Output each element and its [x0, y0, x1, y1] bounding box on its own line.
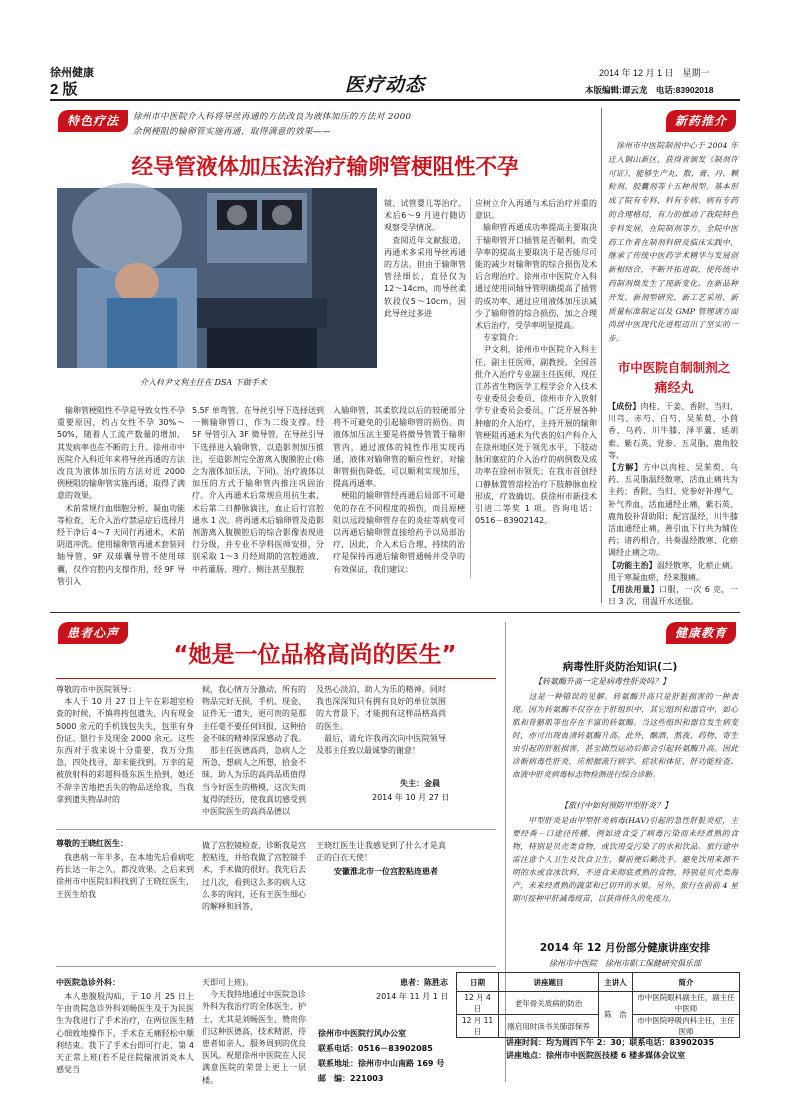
lecture-date: 12 月 4 日 — [457, 992, 499, 1015]
feature-lead: 徐州市中医院介入科将导丝再通的方法改良为液体加压的方法对 2000 余例梗阻的输卵管实施再通，取得满意的效果—— — [133, 112, 412, 137]
lecture-subtitle: 徐州市中医院 徐州市职工保健研究俱乐部 — [549, 959, 701, 968]
letter1-signature: 失主：金晨 — [400, 779, 440, 788]
letter1-date: 2014 年 10 月 27 日 — [372, 793, 450, 802]
letter1-col3: 及热心淡泊、助人为乐的精神。同时我也深深知只有拥有良好的单位氛围的大背景下，才能拥有这样品格高尚的医生。 最后，请允许我再次向中医院领导及那主任致以最诚挚的谢意！ — [316, 685, 446, 756]
editor-line: 本版编辑:谭云龙 电话:83902018 — [585, 85, 714, 95]
lecture-speaker: 陈 浩 — [599, 992, 633, 1038]
tag-feature-text: 特色疗法 — [66, 114, 119, 128]
tag-sidebar-text: 新药推介 — [674, 114, 727, 128]
table-row — [457, 992, 740, 1015]
tag-voice-text: 患者心声 — [66, 626, 119, 640]
lecture-table-wrap — [456, 972, 740, 1038]
lecture-time: 讲座时间：均为周四下午 2：30；联系电话：83902035 — [506, 1038, 715, 1047]
sidebar-intro: 徐州市中医院制剂中心于 2004 年迁入铜山新区，获得省颁发《制剂许可证》，能够生产丸、散、膏、丹、颗粒剂、胶囊剂等十五种剂型。基本形成了院有专科、科有专病、病有专药的合理格局，有力的推动了我院特色专科发展，在院制剂等方，全院中医药工作者在制剂科研及临床实践中，继承了传统中医药学术精华与发展创新相结合，不断开拓进取，使传统中药制剂焕发生了现新变化。在新品种开发、新剂型研究、新工艺采用、新质量标准制定以及 GMP 管理诸方面尚居中医现代化进程迈出了坚实的一步。 — [608, 141, 738, 344]
lecture-col-topic: 讲座题目 — [499, 973, 599, 992]
tag-sidebar — [666, 110, 736, 132]
composition-text: 肉桂、干姜、香附、当归、川芎、赤芍、白芍、吴茱萸、小茴香、乌药、川牛膝、泽半蘆、延胡索、紫石英、党参、五灵脂、鹿角胶等。 — [608, 402, 739, 460]
feature-col-a: 镜、试管婴儿等治疗。术后6～9 月进行随访观察受孕情况。 查阅近年文献报道，再通术多采用导丝再通的方法。但由于输卵管管径细长，直径仅为12～14cm，而导丝柔软段仅5～10cm，因此导丝过多进 — [384, 199, 466, 318]
letter3-title: 中医院急诊外科： — [56, 978, 120, 987]
sidebar-divider — [601, 108, 602, 603]
lecture-table-header — [457, 973, 740, 992]
tag-health-text: 健康教育 — [674, 626, 727, 640]
voice-headline-rule — [56, 678, 496, 679]
masthead-rule — [50, 99, 740, 101]
health-q2: 【旅行中如何预防甲型肝炎？】 — [560, 801, 672, 810]
indication-label: 【功能主治】 — [608, 560, 657, 570]
letter3-col1: 本人患腹股沟疝，于 10 月 25 日上午由贵院急诊外科刘畅医生及于为民医生为我进行了手术治疗，在两位医生精心细致地操作下，手术在无痛轻松中顺利结束。我下了手术台即可行走，第 4 天正常上班(若不是住院输液消炎本人感觉当 — [56, 992, 194, 1075]
feature-col-b: 应树立介入再通与术后治疗并重的意识。 输卵管再通成功率提高主要取决于输卵管开口插管是否顺利，而受孕率的提高主要取决于是否能尽可能的减少对输卵管的综合损伤及术后合理治疗。徐州市中医院介入科通过使用同轴导管明确提高了插管的成功率，通过应用液体加压法减少了输卵管的综合损伤，加之合理术后治疗，受孕率明显提高。 专家简介： 尹文利，徐州市中医院介入科主任，副主任医师，副教授。全国首批介入治疗专业副主任医师，现任江苏省生物医学工程学会介入技术专业委员会委员、徐州市介入放射学专业委员会委员。广泛开展各种肿瘤的介入治疗，主持开展的输卵管梗阻再通术为代表的妇产科介入在徐州地区处于领先水平，下肢动脉闭塞症的介入治疗的病例数及成功率在徐州市领先；在我市首创经口静脉置管溶栓治疗下肢静脉血栓形成，疗效确切。获徐州市新技术引进二等奖 1 项。咨询电话：0516－83902142。 — [475, 199, 597, 526]
office-phone: 联系电话：0516－83902085 — [318, 1044, 433, 1053]
letter3-signature: 患者：陈胜志 — [400, 978, 448, 987]
lecture-intro: 市中医院眼科副主任，副主任中医师 — [633, 992, 740, 1015]
letter2-signature: 安徽淮北市一位宫腔粘连患者 — [334, 867, 438, 876]
office-address: 联系地址：徐州市中山南路 169 号 — [318, 1059, 445, 1068]
lecture-table — [456, 972, 740, 1038]
letter-separator-1 — [56, 829, 496, 830]
section-title — [345, 70, 445, 100]
lecture-intro: 市中医院呼吸内科主任，主任医师 — [633, 1015, 740, 1038]
feature-col-c: 输卵管梗阻性不孕是导致女性不孕重要原因，约占女性不孕 30%～50%，随着人工流产数量的增加，其发病率也在不断的上升。徐州市中医院介入科近年来将导丝再通的方法改良为液体加压的方法对近 2000 例梗阻的输卵管实施再通，取得了满意的效果。 术前常规行血细胞分析、凝血功能等检查，无介入治疗禁忌症后选择月经干净后 4～7 天同行再通术，术前阴道冲洗。使用输卵管再通术套装同轴导管，9F 双球囊导管不使用球囊，仅作宫腔内支撑作用，经 9F 导管引入 — [57, 406, 185, 586]
edition-label: 2 版 — [50, 81, 78, 98]
health-p1: 这是一种错误的见解。转氨酶升高只是肝脏损害的一种表现。因为转氨酶不仅存在于肝组织中，其它组织和器官中，如心肌和骨骼肌等也存在丰富的转氨酶。当这些组织和器官发生病变时，亦可出现血清转氨酶升高。此外，酗酒、熬夜、药物、寄生虫引起的肝脏损害，甚至剧烈运动后都会引起转氨酶升高。因此诊断病毒性肝炎，应根据流行病学、症状和体征、肝功能检查、血液中肝炎病毒标志物检测进行综合诊断。 — [512, 692, 738, 779]
letter2-col1: 我患病一年半多，在本地先后看病吃药长达一年之久，都没效果。之后来到徐州市中医院妇科找到了王晓红医生，王医生给我 — [56, 853, 194, 899]
voice-headline: “她是一位品格高尚的医生” — [173, 642, 457, 668]
letter3-col2: 天即可上班)。 今天我特地通过中医院急诊外科为我治疗的全体医生、护士，尤其是刘畅医生，赞贵你们这种医德高，技术精湛，待患者如亲人，服务周到的优良医风。祝愿徐州中医院在人民满意医院的荣誉上更上一层楼。 — [202, 978, 306, 1085]
photo-caption: 介入科尹文利主任在 DSA 下做手术 — [140, 378, 267, 387]
paper-name: 徐州健康 — [50, 67, 94, 79]
health-p2: 甲型肝炎是由甲型肝炎病毒(HAV)引起的急性肝脏炎症，主要经粪－口途径传播，例如进食受了病毒污染而未经煮熟的食物，特别是贝壳类食物，或饮用受污染了的水和饮品。旅行途中需注意个人卫生及饮食卫生，餐前便后勤洗手，避免饮用来源不明的水或食冰饮料，不进食未彻底煮熟的食物，特别是贝壳类海产，未来经煮熟的蔬菜和已切开的水果。另外，旅行在前前 4 星期可接种甲肝减毒疫苗，以获得持久的免疫力。 — [512, 816, 738, 903]
letter3-date: 2014 年 11 月 1 日 — [376, 992, 449, 1001]
date-line: 2014 年 12 月 1 日 星期一 — [599, 68, 710, 78]
lecture-col-date: 日期 — [457, 973, 499, 992]
product-details — [608, 401, 739, 607]
health-q1: 【转氨酶升高一定是病毒性肝炎吗？】 — [534, 677, 670, 686]
lecture-date: 12 月 11 日 — [457, 1015, 499, 1038]
feature-col-divider — [470, 198, 471, 578]
tag-health — [666, 622, 736, 644]
lecture-topic: 老年骨关质病的防治 — [499, 992, 599, 1015]
health-title: 病毒性肝炎防治知识(二) — [562, 661, 678, 673]
letter2-title: 尊敬的王晓红医生： — [56, 839, 128, 848]
method-label: 【方解】 — [608, 463, 643, 473]
lecture-place: 讲座地点：徐州市中医院医技楼 6 楼多媒体会议室 — [506, 1051, 686, 1060]
office-zip: 邮 编：221003 — [318, 1074, 384, 1083]
letter2-col3: 王晓红医生让我感觉到了什么才是真正的白衣天使！ — [316, 841, 446, 863]
lecture-col-intro: 简介 — [633, 973, 740, 992]
tag-voice — [58, 622, 128, 644]
letter1-col2: 候，我心情万分激动，所有的物品完好无损，手机、现金、证件无一遗失，更可贵的是那主任毫不要任何回报，这种拾金不昧的精神深深感动了我。 那主任医德高尚，急病人之所急，想病人之所想，拾金不昧，助人为乐的高尚品质值得当今好医生的楷模，这次失而复得的经历，使我真切感受到中医院医生的高尚品德以 — [202, 685, 306, 817]
office-title: 徐州市中医院行风办公室 — [318, 1029, 406, 1038]
feature-headline: 经导管液体加压法治疗输卵管梗阻性不孕 — [131, 155, 519, 180]
letter-separator-2 — [56, 966, 496, 967]
lecture-title: 2014 年 12 月份部分健康讲座安排 — [539, 942, 711, 954]
table-row — [457, 1015, 740, 1038]
lecture-topic: 刚启用时读书关肺部保养 — [499, 1015, 599, 1038]
indication-text: 温经散寒，化瘀止痛。用于寒凝血瘀，经来腹痛。 — [608, 560, 739, 582]
section-title-text: 医疗动态 — [345, 74, 426, 96]
feature-col-e: 入输卵管，其柔软段以后的较硬部分将不可避免的引起输卵管的损伤。而液体加压法主要是将微导管置于输卵管内，通过液体的钝性作用实现再通，液体对输卵管的顺应性好，对输卵管损伤降低，可以顺利实现加压，提高再通率。 梗阻的输卵管经再通后局部不可避免的存在不同程度的损伤，而且原梗阻以远段输卵管存在的炎症等病变可以再通后输卵管直接给药予以局部治疗，因此，介入术后合理、持续的治疗是保持再通后输卵管通畅并受孕的有效保证，我们建议： — [333, 406, 465, 574]
surgery-photo-graphic — [57, 188, 377, 368]
lecture-col-speaker: 主讲人 — [599, 973, 633, 992]
letter2-col2: 做了宫腔镜检查，诊断我是宫腔粘连，并给我做了宫腔镜手术，手术做的很好。我先后去过几次，看到这么多的病人这么多的询问，还有王医生细心的解释和回答， — [202, 841, 306, 912]
tag-feature — [58, 110, 128, 132]
mid-separator — [50, 612, 740, 613]
dosage-label: 【用法用量】 — [608, 585, 660, 595]
dosage-text: 口服，一次 6 克，一日 3 次，用温开水送服。 — [608, 585, 738, 607]
method-text: 方中以肉桂、吴茱萸、乌药、五灵脂温经散寒，活血止痛共为主药；香附、当归、党参好补理气、补气养血，活血通经止痛，紫石英、鹿角胶补肾助阳；配宫温经，川牛膝活血通经止痛，善引血下行共为辅佐药；诸药相合，共奏温经散寒、化瘀调经止痛之功。 — [608, 463, 739, 558]
composition-label: 【成份】 — [608, 402, 641, 411]
feature-col-d: 5.5F 单弯管，在导丝引导下选择送到一侧输卵管口，作为二级支撑。经 5F 导管引入 3F 微导管，在导丝引导下选择进入输卵管，以造影剂加压推注，至造影剂完全游离入腹膜腔止(称之为液体加压法，下同)。治疗液体以加压的方式于输卵管内推注巩固治疗。介入再通术后常规应用抗生素，术后第二日静脉滴注，血止后行宫腔通水 1 次。将再通术后输卵管及造影剂游离入腹膜腔后的综合影像表现进行分级，并专业不孕科医师安排，分别采取 1～3 月经周期的宫腔通液、中药灌肠、理疗、侧注甚至腹腔 — [192, 406, 324, 574]
product-name: 痛经丸 — [654, 381, 694, 396]
product-headline: 市中医院自制制剂之 — [617, 360, 731, 375]
surgery-photo — [57, 188, 377, 368]
letter1-col1: 尊敬的市中医院领导： 本人于 10 月 27 日上午在彩超室检查的时候，不慎将挎包遗失，内有现金 5000 余元的手机钱包失失，包里有身份证、银行卡及现金 2000 余元。这些东西对于我来说十分重要，我万分焦急，四处找寻，却未能找到。万幸的是被放射科的彩超科聂东医生拾到，她还不辞辛苦地把丢失的物品送给我，当我拿到遗失物品时的 — [56, 685, 194, 804]
